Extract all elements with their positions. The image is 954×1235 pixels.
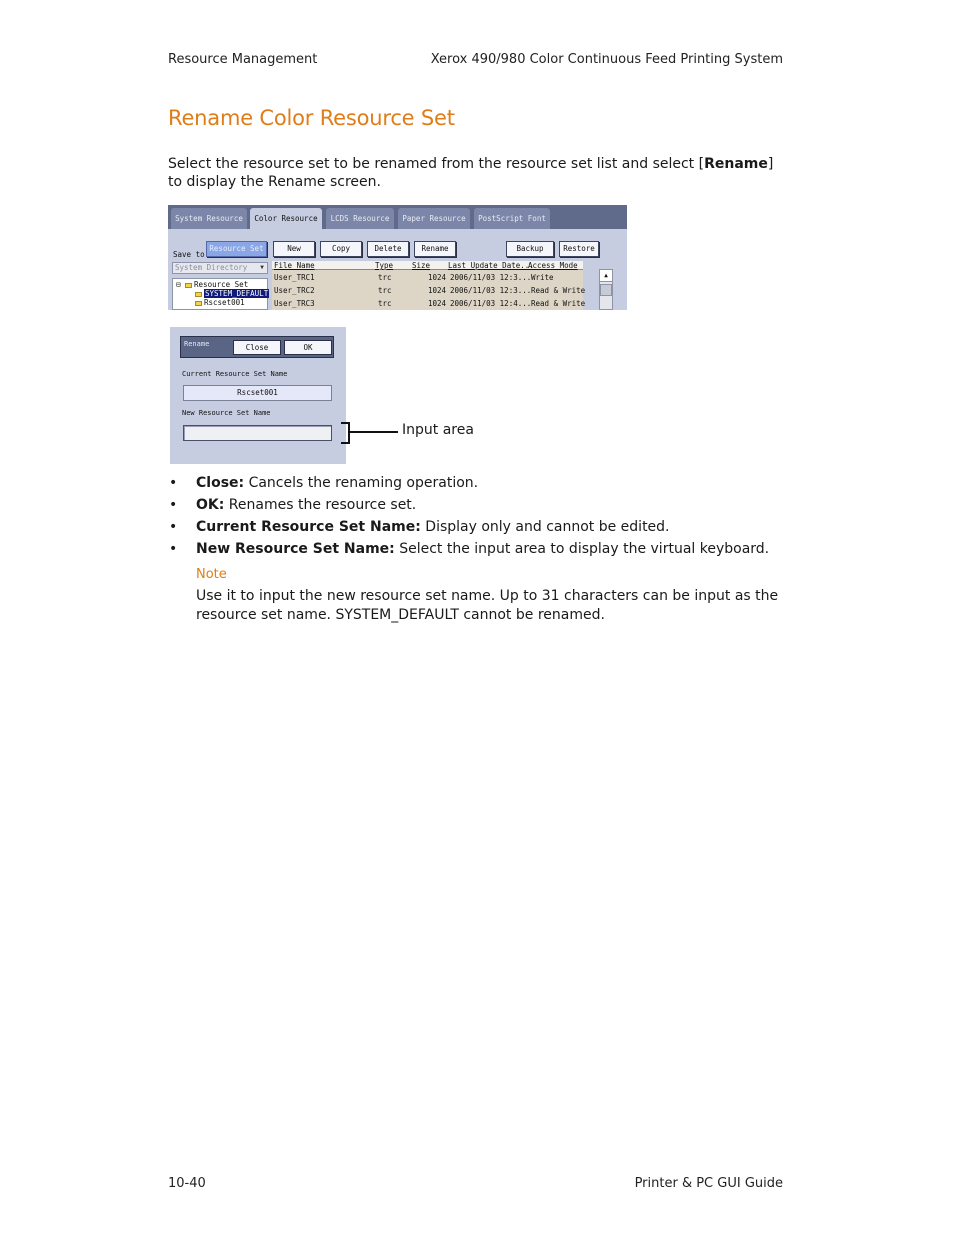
- rename-dialog-screenshot: [170, 327, 346, 464]
- bullet-icon: •: [169, 475, 178, 491]
- row-size: 1024: [428, 299, 447, 308]
- folder-icon: [185, 283, 192, 288]
- list-item: [168, 494, 788, 516]
- footer-page-number: 10-40: [168, 1176, 206, 1191]
- callout-bracket: [341, 422, 350, 444]
- delete-button[interactable]: Delete: [367, 241, 409, 257]
- scroll-up-icon[interactable]: ▲: [600, 270, 612, 282]
- bullet-term: OK:: [196, 497, 225, 513]
- row-last-update: 2006/11/03 12:3...: [450, 286, 532, 295]
- tree-rscset001-label: Rscset001: [204, 298, 245, 307]
- bullet-text: Select the input area to display the virtual keyboard.: [394, 541, 770, 557]
- column-size[interactable]: Size: [412, 261, 431, 270]
- tab-lcds-resource[interactable]: LCDS Resource: [326, 208, 394, 229]
- row-size: 1024: [428, 286, 447, 295]
- row-type: trc: [378, 286, 392, 295]
- row-last-update: 2006/11/03 12:4...: [450, 299, 532, 308]
- save-to-label: Save to: [173, 250, 205, 259]
- note-body: Use it to input the new resource set name. Up to 31 characters can be input as the resource set name. SYSTEM_DEFAULT cannot be renamed.: [196, 588, 779, 623]
- header-section: Resource Management: [168, 52, 318, 67]
- note-heading: Note: [196, 567, 227, 582]
- close-button[interactable]: Close: [233, 340, 281, 355]
- footer-guide-title: Printer & PC GUI Guide: [634, 1176, 783, 1191]
- rename-button[interactable]: Rename: [414, 241, 456, 257]
- resource-screen-screenshot: [168, 205, 627, 310]
- tab-color-resource[interactable]: Color Resource: [250, 208, 322, 229]
- intro-text-start: Select the resource set to be renamed from the resource set list and select [: [168, 156, 705, 172]
- resource-tab-bar: [168, 205, 627, 229]
- list-item: [168, 538, 788, 560]
- copy-button[interactable]: Copy: [320, 241, 362, 257]
- callout-input-area: Input area: [402, 422, 474, 438]
- tree-expand-icon: ⊟: [176, 280, 181, 289]
- current-name-label: Current Resource Set Name: [182, 370, 288, 378]
- current-name-field: Rscset001: [183, 385, 332, 401]
- scroll-thumb[interactable]: [600, 284, 612, 296]
- tree-root-label: Resource Set: [194, 280, 249, 289]
- bullet-term: Close:: [196, 475, 245, 491]
- list-item: [168, 516, 788, 538]
- row-file-name: User_TRC2: [274, 286, 315, 295]
- bullet-icon: •: [169, 541, 178, 557]
- folder-icon: [195, 292, 202, 297]
- new-button[interactable]: New: [273, 241, 315, 257]
- bullet-icon: •: [169, 519, 178, 535]
- bullet-term: Current Resource Set Name:: [196, 519, 421, 535]
- option-list: [168, 472, 788, 560]
- tree-node-rscset001[interactable]: [195, 298, 245, 307]
- row-size: 1024: [428, 273, 447, 282]
- rename-dialog-title: Rename: [184, 340, 210, 348]
- row-type: trc: [378, 273, 392, 282]
- intro-paragraph: [168, 155, 788, 191]
- bullet-text: Display only and cannot be edited.: [420, 519, 670, 535]
- rename-dialog-bar: [180, 336, 334, 358]
- intro-rename-term: Rename: [704, 156, 768, 172]
- row-file-name: User_TRC3: [274, 299, 315, 308]
- bullet-term: New Resource Set Name:: [196, 541, 395, 557]
- chevron-down-icon: ▼: [260, 264, 264, 271]
- restore-button[interactable]: Restore: [559, 241, 599, 257]
- page-title: Rename Color Resource Set: [168, 106, 455, 130]
- new-name-input[interactable]: [183, 425, 332, 441]
- backup-button[interactable]: Backup: [506, 241, 554, 257]
- row-access-mode: Read & Write: [531, 286, 586, 295]
- resource-tree: [172, 278, 268, 310]
- folder-icon: [195, 301, 202, 306]
- column-type[interactable]: Type: [375, 261, 394, 270]
- directory-select[interactable]: [172, 262, 268, 274]
- tree-node-system-default[interactable]: [195, 289, 269, 298]
- column-last-update[interactable]: Last Update Date...: [448, 261, 534, 270]
- row-access-mode: Read & Write: [531, 299, 586, 308]
- bullet-icon: •: [169, 497, 178, 513]
- ok-button[interactable]: OK: [284, 340, 332, 355]
- bullet-text: Renames the resource set.: [224, 497, 417, 513]
- file-list-scrollbar[interactable]: [599, 269, 613, 310]
- tree-node-root[interactable]: [176, 280, 248, 289]
- tab-paper-resource[interactable]: Paper Resource: [398, 208, 470, 229]
- tree-system-default-label: SYSTEM_DEFAULT: [205, 289, 269, 298]
- new-name-label: New Resource Set Name: [182, 409, 271, 417]
- row-access-mode: Write: [531, 273, 554, 282]
- row-last-update: 2006/11/03 12:3...: [450, 273, 532, 282]
- file-list: [272, 261, 586, 310]
- bullet-text: Cancels the renaming operation.: [244, 475, 479, 491]
- file-list-header: [272, 261, 583, 270]
- column-file-name[interactable]: File Name: [274, 261, 315, 270]
- tab-system-resource[interactable]: System Resource: [171, 208, 247, 229]
- directory-select-value: System Directory: [175, 263, 248, 272]
- list-item: [168, 472, 788, 494]
- intro-text-end: ] to display the Rename screen.: [168, 156, 774, 190]
- header-product: Xerox 490/980 Color Continuous Feed Printing System: [430, 52, 783, 67]
- row-type: trc: [378, 299, 392, 308]
- resource-set-button[interactable]: Resource Set: [206, 241, 267, 257]
- tab-postscript-font[interactable]: PostScript Font: [474, 208, 550, 229]
- callout-line: [350, 431, 398, 433]
- column-access-mode[interactable]: Access Mode: [528, 261, 578, 270]
- row-file-name: User_TRC1: [274, 273, 315, 282]
